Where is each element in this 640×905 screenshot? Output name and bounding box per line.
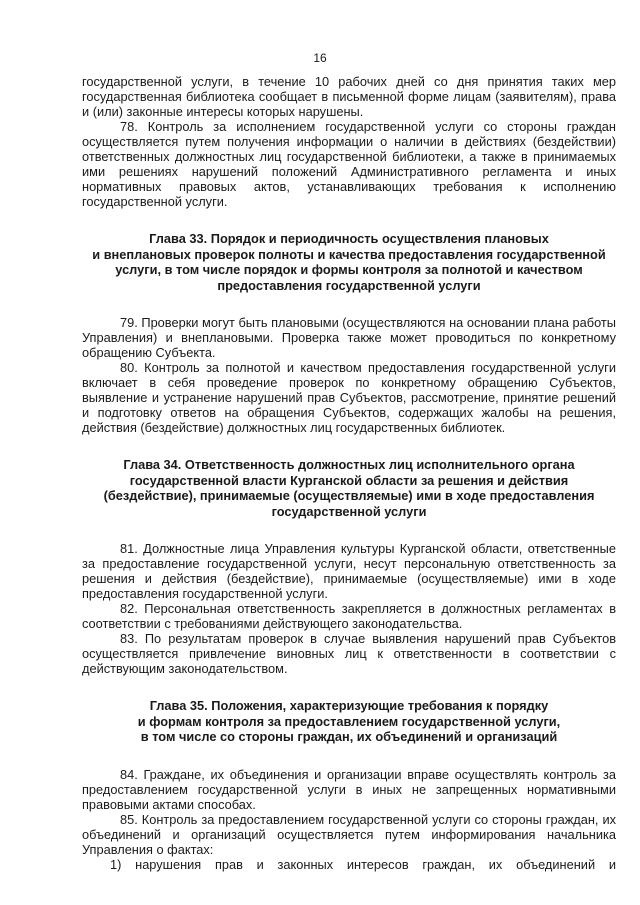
document-body xyxy=(82,74,616,872)
heading-line: и внеплановых проверок полноты и качества предоставления государственной xyxy=(92,246,606,262)
paragraph-continuation: государственной услуги, в течение 10 рабочих дней со дня принятия таких мер государственная библиотека сообщает в письменной форме лицам (заявителям), права и (или) законные интересы которых нарушены. xyxy=(82,74,616,119)
paragraph-78: 78. Контроль за исполнением государственной услуги со стороны граждан осуществляется путем получения информации о наличии в действиях (бездействии) ответственных должностных лиц государственной библиотеки, а также в принимаемых ими решениях нарушений положений Административного регламента и иных нормативных правовых актов, устанавливающих требования к исполнению государственной услуги. xyxy=(82,119,616,209)
paragraph-83: 83. По результатам проверок в случае выявления нарушений прав Субъектов осуществляется привлечение виновных лиц к ответственности в соответствии с действующим законодательством. xyxy=(82,631,616,676)
chapter-34-heading xyxy=(82,457,616,519)
paragraph-80: 80. Контроль за полнотой и качеством предоставления государственной услуги включает в себя проведение проверок по конкретному обращению Субъектов, выявление и устранение нарушений прав Субъектов, рассмотрение, принятие решений и подготовку ответов на обращения Субъектов, содержащих жалобы на решения, действия (бездействие) должностных лиц государственных библиотек. xyxy=(82,360,616,435)
list-item-1: 1) нарушения прав и законных интересов граждан, их объединений и xyxy=(110,856,616,872)
heading-line: в том числе со стороны граждан, их объединений и организаций xyxy=(140,729,558,744)
heading-line: государственной услуги xyxy=(271,503,427,519)
paragraph-79: 79. Проверки могут быть плановыми (осуществляются на основании плана работы Управления) и внеплановыми. Проверка также может проводиться по конкретному обращению Субъекта. xyxy=(82,315,616,360)
heading-line: (бездействие), принимаемые (осуществляемые) ими в ходе предоставления xyxy=(103,488,595,503)
paragraph-84: 84. Граждане, их объединения и организации вправе осуществлять контроль за предоставлением государственной услуги в иных не запрещенных нормативными правовыми актами способах. xyxy=(82,766,616,812)
paragraph-82: 82. Персональная ответственность закрепляется в должностных регламентах в соответствии с требованиями действующего законодательства. xyxy=(82,601,616,631)
paragraph-85: 85. Контроль за предоставлением государственной услуги со стороны граждан, их объединений и организаций осуществляется путем информирования начальника Управления о фактах: xyxy=(82,811,616,857)
heading-line: Глава 34. Ответственность должностных лиц исполнительного органа xyxy=(123,457,575,472)
page-number: 16 xyxy=(313,51,327,65)
heading-line: и формам контроля за предоставлением государственной услуги, xyxy=(137,713,561,729)
heading-line: предоставления государственной услуги xyxy=(217,277,481,293)
heading-line: Глава 35. Положения, характеризующие требования к порядку xyxy=(149,698,549,713)
heading-line: услуги, в том числе порядок и формы контроля за полнотой и качеством xyxy=(115,262,583,277)
chapter-33-heading xyxy=(82,231,616,293)
chapter-35-heading xyxy=(82,698,616,745)
heading-line: Глава 33. Порядок и периодичность осуществления плановых xyxy=(149,231,549,246)
heading-line: государственной власти Курганской области за решения и действия xyxy=(129,472,569,488)
paragraph-81: 81. Должностные лица Управления культуры Курганской области, ответственные за предоставление государственной услуги, несут персональную ответственность за решения и действия (бездействие), принимаемые (осуществляемые) ими в ходе предоставления государственной услуги. xyxy=(82,541,616,601)
